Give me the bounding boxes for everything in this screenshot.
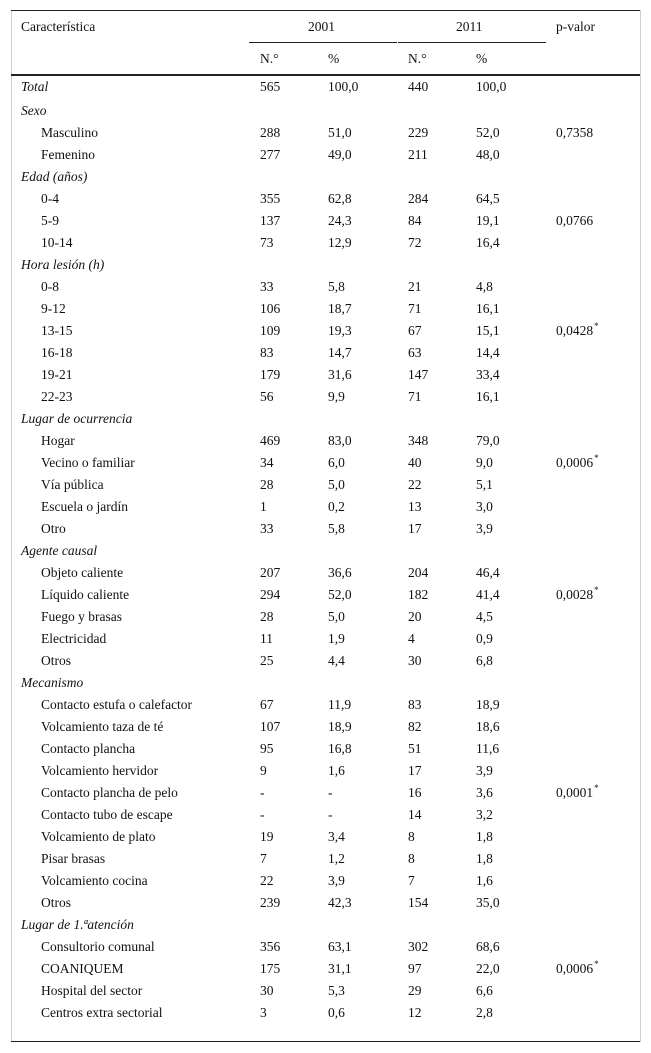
section-title: Sexo xyxy=(21,103,47,118)
row-label: 10-14 xyxy=(41,235,73,250)
n-2011: 229 xyxy=(408,125,429,140)
n-2011: 348 xyxy=(408,433,429,448)
n-2011: 97 xyxy=(408,961,422,976)
n-2001: 33 xyxy=(260,279,274,294)
pct-2011: 46,4 xyxy=(476,565,500,580)
n-2001: 356 xyxy=(260,939,281,954)
pct-2011: 5,1 xyxy=(476,477,493,492)
pct-2001: - xyxy=(328,807,333,822)
row-label: 19-21 xyxy=(41,367,73,382)
pct-2011: 4,8 xyxy=(476,279,493,294)
pvalue-text: 0,0028 xyxy=(556,587,594,602)
n-2011: 20 xyxy=(408,609,422,624)
row-label: Hogar xyxy=(41,433,75,448)
pct-2011: 4,5 xyxy=(476,609,493,624)
pct-2011: 3,9 xyxy=(476,763,493,778)
section-title: Lugar de ocurrencia xyxy=(21,411,133,426)
row-label: Pisar brasas xyxy=(41,851,106,866)
pct-2011: 64,5 xyxy=(476,191,500,206)
row-label: Volcamiento hervidor xyxy=(41,763,159,778)
pct-2001: 9,9 xyxy=(328,389,345,404)
row-label: Vía pública xyxy=(41,477,104,492)
row-label: Contacto plancha xyxy=(41,741,136,756)
pct-2011: 16,4 xyxy=(476,235,500,250)
row-label: Otro xyxy=(41,521,66,536)
n-2001: 28 xyxy=(260,609,274,624)
pct-2001: 42,3 xyxy=(328,895,352,910)
n-2001: 67 xyxy=(260,697,274,712)
pct-2011: 3,9 xyxy=(476,521,493,536)
bottom-rule xyxy=(11,1041,640,1042)
pvalue-cell xyxy=(556,958,599,977)
n-2001: 30 xyxy=(260,983,274,998)
n-2011: 154 xyxy=(408,895,429,910)
n-2001: 28 xyxy=(260,477,274,492)
n-2011: 12 xyxy=(408,1005,422,1020)
pct-2011: 1,8 xyxy=(476,851,493,866)
section-title: Edad (años) xyxy=(21,169,88,184)
pct-2011: 79,0 xyxy=(476,433,500,448)
row-label: 22-23 xyxy=(41,389,73,404)
n-2001: 19 xyxy=(260,829,274,844)
significance-mark: * xyxy=(594,584,599,595)
significance-mark: * xyxy=(594,452,599,463)
n-2011: 211 xyxy=(408,147,428,162)
header-pct-2001: % xyxy=(328,51,340,66)
pvalue-text: 0,0006 xyxy=(556,455,594,470)
pct-2001: 5,0 xyxy=(328,609,345,624)
n-2001: 7 xyxy=(260,851,267,866)
total-n-2011: 440 xyxy=(408,79,429,94)
header-characteristic: Característica xyxy=(21,19,96,34)
section-title: Hora lesión (h) xyxy=(21,257,105,272)
pct-2001: 52,0 xyxy=(328,587,352,602)
n-2011: 82 xyxy=(408,719,422,734)
row-label: Volcamiento cocina xyxy=(41,873,148,888)
pct-2001: 3,9 xyxy=(328,873,345,888)
n-2011: 16 xyxy=(408,785,422,800)
row-label: Objeto caliente xyxy=(41,565,124,580)
n-2001: 73 xyxy=(260,235,274,250)
top-rule xyxy=(11,10,640,11)
row-label: Líquido caliente xyxy=(41,587,130,602)
pct-2011: 6,6 xyxy=(476,983,493,998)
pct-2001: 6,0 xyxy=(328,455,345,470)
row-label: Volcamiento de plato xyxy=(41,829,156,844)
row-label: 0-4 xyxy=(41,191,59,206)
n-2011: 84 xyxy=(408,213,422,228)
pct-2011: 3,6 xyxy=(476,785,493,800)
row-label: 16-18 xyxy=(41,345,73,360)
pvalue-cell xyxy=(556,320,599,339)
pvalue-text: 0,0428 xyxy=(556,323,594,338)
n-2011: 284 xyxy=(408,191,429,206)
row-label: 5-9 xyxy=(41,213,59,228)
n-2001: 294 xyxy=(260,587,281,602)
header-pct-2011: % xyxy=(476,51,488,66)
header-bottom-rule xyxy=(11,74,640,76)
pct-2011: 19,1 xyxy=(476,213,500,228)
n-2001: 288 xyxy=(260,125,281,140)
year-2011-rule xyxy=(398,42,546,43)
pvalue-text: 0,0006 xyxy=(556,961,594,976)
row-label: Vecino o familiar xyxy=(41,455,135,470)
year-2001-rule xyxy=(249,42,397,43)
n-2001: - xyxy=(260,807,265,822)
pct-2001: 51,0 xyxy=(328,125,352,140)
header-n-2011: N.° xyxy=(408,51,427,66)
pct-2011: 18,6 xyxy=(476,719,500,734)
n-2011: 204 xyxy=(408,565,429,580)
row-label: Femenino xyxy=(41,147,95,162)
pct-2011: 2,8 xyxy=(476,1005,493,1020)
row-label: Otros xyxy=(41,653,71,668)
n-2001: 83 xyxy=(260,345,274,360)
section-title: Lugar de 1.ªatención xyxy=(21,917,134,932)
pct-2011: 3,2 xyxy=(476,807,493,822)
header-n-2001: N.° xyxy=(260,51,279,66)
n-2001: 56 xyxy=(260,389,274,404)
n-2011: 17 xyxy=(408,763,422,778)
pct-2001: 5,8 xyxy=(328,279,345,294)
pct-2011: 16,1 xyxy=(476,301,500,316)
n-2011: 30 xyxy=(408,653,422,668)
header-pvalue: p-valor xyxy=(556,19,595,34)
n-2011: 67 xyxy=(408,323,422,338)
row-label: Escuela o jardín xyxy=(41,499,128,514)
pct-2011: 68,6 xyxy=(476,939,500,954)
pct-2001: 18,9 xyxy=(328,719,352,734)
pct-2001: 24,3 xyxy=(328,213,352,228)
pct-2001: 0,2 xyxy=(328,499,345,514)
n-2001: 137 xyxy=(260,213,281,228)
n-2001: - xyxy=(260,785,265,800)
n-2011: 147 xyxy=(408,367,429,382)
pct-2001: 1,6 xyxy=(328,763,345,778)
section-title: Agente causal xyxy=(21,543,98,558)
n-2001: 469 xyxy=(260,433,281,448)
pct-2011: 3,0 xyxy=(476,499,493,514)
row-label: Hospital del sector xyxy=(41,983,143,998)
n-2011: 182 xyxy=(408,587,429,602)
pvalue-cell xyxy=(556,452,599,471)
n-2001: 11 xyxy=(260,631,273,646)
pct-2011: 16,1 xyxy=(476,389,500,404)
n-2001: 1 xyxy=(260,499,267,514)
row-label: Otros xyxy=(41,895,71,910)
row-label: Contacto estufa o calefactor xyxy=(41,697,193,712)
total-pct-2011: 100,0 xyxy=(476,79,507,94)
pct-2001: - xyxy=(328,785,333,800)
row-label: Contacto tubo de escape xyxy=(41,807,173,822)
pct-2011: 33,4 xyxy=(476,367,500,382)
n-2011: 8 xyxy=(408,851,415,866)
pct-2011: 11,6 xyxy=(476,741,500,756)
pct-2001: 36,6 xyxy=(328,565,352,580)
n-2001: 25 xyxy=(260,653,274,668)
n-2001: 109 xyxy=(260,323,281,338)
pct-2001: 18,7 xyxy=(328,301,352,316)
row-label: Masculino xyxy=(41,125,98,140)
pct-2001: 62,8 xyxy=(328,191,352,206)
significance-mark: * xyxy=(594,958,599,969)
n-2001: 107 xyxy=(260,719,281,734)
n-2011: 72 xyxy=(408,235,422,250)
significance-mark: * xyxy=(594,782,599,793)
pct-2001: 11,9 xyxy=(328,697,352,712)
n-2011: 71 xyxy=(408,301,422,316)
pct-2001: 1,2 xyxy=(328,851,345,866)
pct-2001: 31,1 xyxy=(328,961,352,976)
pvalue-text: 0,7358 xyxy=(556,125,594,140)
header-year-2001: 2001 xyxy=(308,19,335,34)
pct-2011: 52,0 xyxy=(476,125,500,140)
pct-2011: 48,0 xyxy=(476,147,500,162)
n-2001: 9 xyxy=(260,763,267,778)
n-2001: 33 xyxy=(260,521,274,536)
n-2011: 29 xyxy=(408,983,422,998)
pct-2001: 4,4 xyxy=(328,653,345,668)
pct-2001: 12,9 xyxy=(328,235,352,250)
n-2011: 7 xyxy=(408,873,415,888)
pvalue-text: 0,0001 xyxy=(556,785,594,800)
row-label: Centros extra sectorial xyxy=(41,1005,163,1020)
pct-2011: 18,9 xyxy=(476,697,500,712)
n-2001: 179 xyxy=(260,367,281,382)
n-2001: 239 xyxy=(260,895,281,910)
pct-2001: 83,0 xyxy=(328,433,352,448)
pct-2011: 6,8 xyxy=(476,653,493,668)
pct-2001: 16,8 xyxy=(328,741,352,756)
row-label: 13-15 xyxy=(41,323,73,338)
n-2001: 95 xyxy=(260,741,274,756)
n-2011: 63 xyxy=(408,345,422,360)
pct-2001: 5,0 xyxy=(328,477,345,492)
significance-mark: * xyxy=(594,320,599,331)
n-2001: 175 xyxy=(260,961,281,976)
pct-2011: 0,9 xyxy=(476,631,493,646)
pct-2011: 15,1 xyxy=(476,323,500,338)
pct-2011: 22,0 xyxy=(476,961,500,976)
section-title: Mecanismo xyxy=(21,675,84,690)
pct-2001: 19,3 xyxy=(328,323,352,338)
pct-2001: 0,6 xyxy=(328,1005,345,1020)
pct-2011: 14,4 xyxy=(476,345,500,360)
pct-2001: 63,1 xyxy=(328,939,352,954)
pct-2001: 31,6 xyxy=(328,367,352,382)
n-2011: 71 xyxy=(408,389,422,404)
pct-2011: 1,8 xyxy=(476,829,493,844)
pvalue-cell xyxy=(556,782,599,801)
n-2011: 51 xyxy=(408,741,422,756)
total-n-2001: 565 xyxy=(260,79,281,94)
n-2001: 34 xyxy=(260,455,274,470)
pct-2011: 41,4 xyxy=(476,587,500,602)
row-label: Consultorio comunal xyxy=(41,939,155,954)
row-label: Electricidad xyxy=(41,631,107,646)
pvalue-text: 0,0766 xyxy=(556,213,594,228)
n-2001: 277 xyxy=(260,147,281,162)
n-2001: 3 xyxy=(260,1005,267,1020)
n-2011: 8 xyxy=(408,829,415,844)
n-2011: 302 xyxy=(408,939,429,954)
pct-2011: 35,0 xyxy=(476,895,500,910)
pct-2001: 3,4 xyxy=(328,829,345,844)
n-2011: 4 xyxy=(408,631,415,646)
pct-2011: 9,0 xyxy=(476,455,493,470)
row-label: Contacto plancha de pelo xyxy=(41,785,178,800)
n-2001: 106 xyxy=(260,301,281,316)
pct-2001: 5,3 xyxy=(328,983,345,998)
pct-2001: 5,8 xyxy=(328,521,345,536)
row-label: 0-8 xyxy=(41,279,59,294)
pvalue-cell xyxy=(556,125,593,141)
n-2011: 14 xyxy=(408,807,422,822)
pct-2011: 1,6 xyxy=(476,873,493,888)
row-label: 9-12 xyxy=(41,301,66,316)
pct-2001: 49,0 xyxy=(328,147,352,162)
n-2011: 17 xyxy=(408,521,422,536)
pct-2001: 1,9 xyxy=(328,631,345,646)
header-year-2011: 2011 xyxy=(456,19,483,34)
n-2001: 207 xyxy=(260,565,281,580)
n-2011: 22 xyxy=(408,477,422,492)
row-label: Fuego y brasas xyxy=(41,609,122,624)
total-pct-2001: 100,0 xyxy=(328,79,359,94)
pvalue-cell xyxy=(556,213,593,229)
n-2011: 21 xyxy=(408,279,422,294)
n-2011: 40 xyxy=(408,455,422,470)
pct-2001: 14,7 xyxy=(328,345,352,360)
n-2011: 13 xyxy=(408,499,422,514)
total-label: Total xyxy=(21,79,49,94)
row-label: Volcamiento taza de té xyxy=(41,719,164,734)
n-2001: 22 xyxy=(260,873,274,888)
n-2001: 355 xyxy=(260,191,281,206)
n-2011: 83 xyxy=(408,697,422,712)
pvalue-cell xyxy=(556,584,599,603)
row-label: COANIQUEM xyxy=(41,961,124,976)
